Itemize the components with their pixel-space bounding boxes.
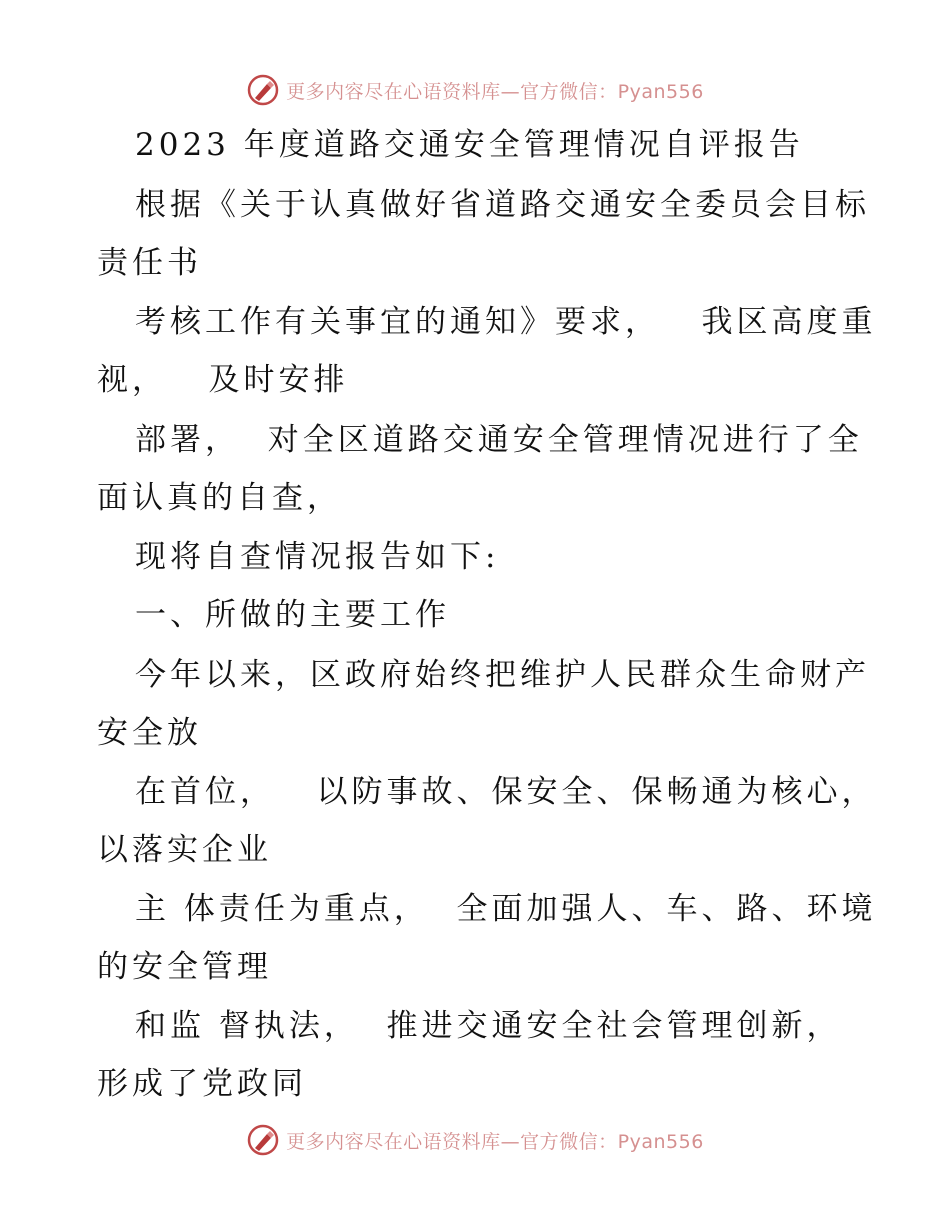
watermark-text: 更多内容尽在心语资料库—官方微信：Pyan556: [286, 80, 704, 103]
paragraph-line: 安全放: [97, 715, 202, 751]
paragraph-line: 在首位， 以防事故、保安全、保畅通为核心，: [135, 774, 877, 810]
pen-logo-icon: [246, 73, 280, 107]
paragraph-line: 今年以来，区政府始终把维护人民群众生命财产: [135, 657, 870, 693]
section-heading: 一、所做的主要工作: [135, 597, 450, 633]
paragraph-line: 部署， 对全区道路交通安全管理情况进行了全: [135, 422, 863, 458]
watermark-footer: [0, 1120, 950, 1160]
paragraph-line: 责任书: [97, 245, 202, 281]
paragraph-line: 和监 督执法， 推进交通安全社会管理创新，: [135, 1008, 842, 1044]
paragraph-line: 形成了党政同: [97, 1066, 307, 1102]
document-title: 2023 年度道路交通安全管理情况自评报告: [135, 127, 804, 163]
paragraph-line: 的安全管理: [97, 949, 272, 985]
pen-logo-icon: [246, 1123, 280, 1157]
paragraph-line: 现将自查情况报告如下:: [135, 539, 500, 575]
paragraph-line: 考核工作有关事宜的通知》要求， 我区高度重: [135, 304, 877, 340]
paragraph-line: 主 体责任为重点， 全面加强人、车、路、环境: [135, 891, 877, 927]
watermark-text: 更多内容尽在心语资料库—官方微信：Pyan556: [286, 1130, 704, 1153]
paragraph-line: 视， 及时安排: [97, 362, 349, 398]
paragraph-line: 根据《关于认真做好省道路交通安全委员会目标: [135, 187, 870, 223]
paragraph-line: 以落实企业: [97, 832, 272, 868]
paragraph-line: 面认真的自查，: [97, 480, 342, 516]
watermark-header: [0, 70, 950, 110]
